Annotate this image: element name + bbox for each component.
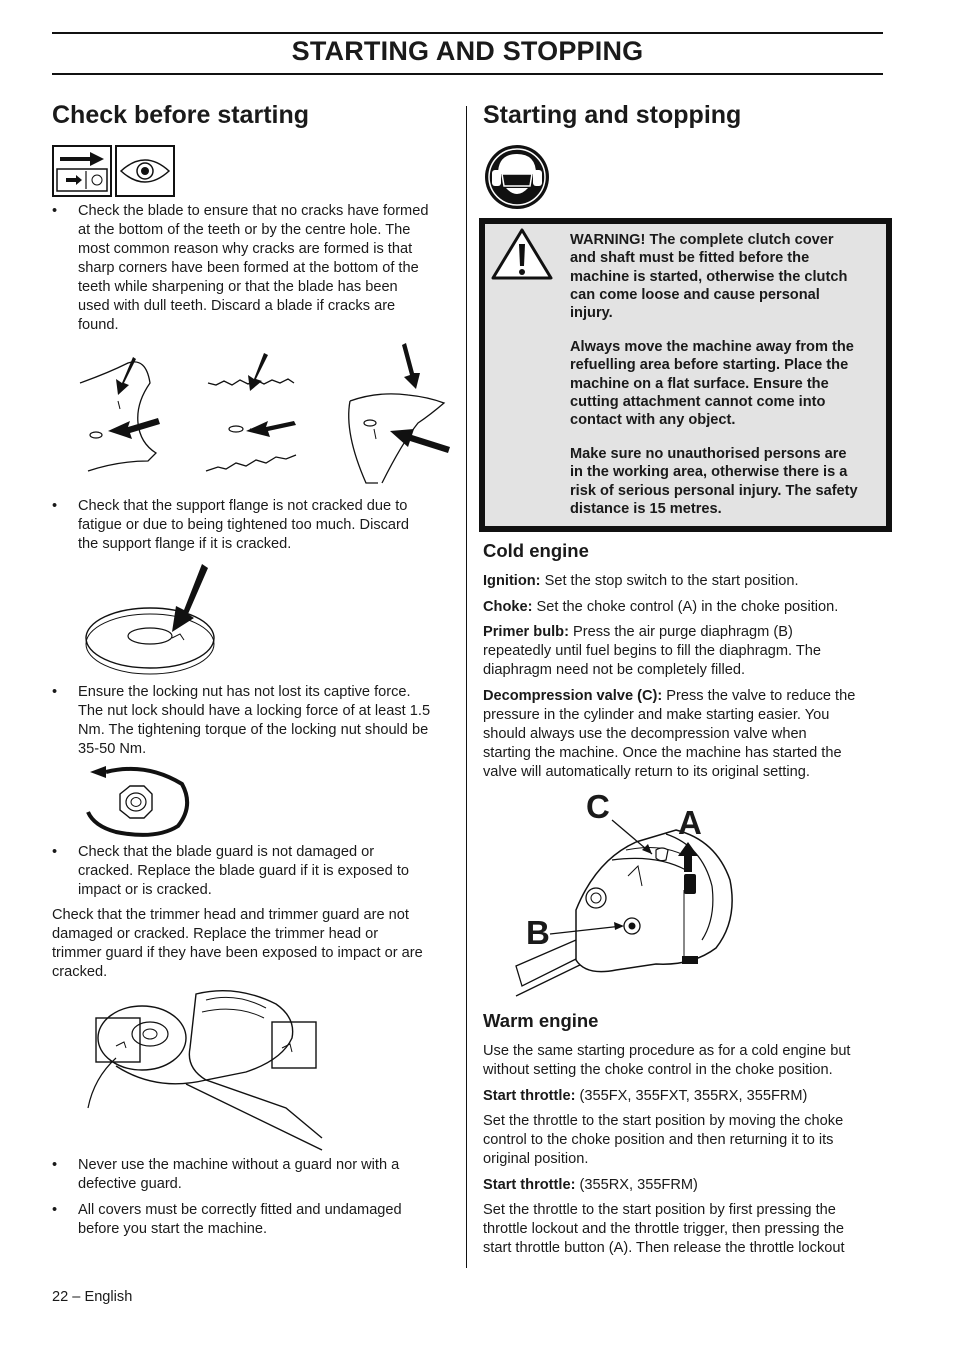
bullet-locking-nut xyxy=(52,683,452,761)
text-line: cracked. xyxy=(52,964,108,980)
protective-equipment-icon xyxy=(484,144,550,210)
text-line: diaphragm need not be completely filled. xyxy=(483,662,746,678)
bullet-covers-fitted xyxy=(52,1201,452,1241)
left-heading: Check before starting xyxy=(52,101,310,129)
warning-text-1 xyxy=(570,231,882,322)
text-line: in the working area, otherwise there is a xyxy=(570,464,848,481)
support-flange-illustration xyxy=(84,562,220,684)
text-line: Always move the machine away from the xyxy=(570,339,854,355)
start-throttle-label: Start throttle: xyxy=(483,1177,576,1193)
header-bottom-rule xyxy=(52,73,883,75)
text-line: throttle lockout and the throttle trigger, then pressing the xyxy=(483,1221,845,1237)
start-throttle-label: Start throttle: xyxy=(483,1088,576,1104)
text-line: pressure in the cylinder and make starting easier. You xyxy=(483,707,830,723)
start-throttle-1-text xyxy=(483,1112,893,1169)
text-line: Never use the machine without a guard nor with a xyxy=(78,1157,400,1173)
text-line: injury. xyxy=(570,305,613,322)
bullet-support-flange xyxy=(52,497,452,557)
engine-controls-illustration xyxy=(516,790,746,1004)
cold-engine-heading: Cold engine xyxy=(483,540,589,561)
text-line: repeatedly until fuel begins to fill the diaphragm. The xyxy=(483,643,822,659)
text-line: start throttle button (A). Then release the throttle lockout xyxy=(483,1240,845,1256)
text-line: Nm. The tightening torque of the locking nut should be xyxy=(78,722,429,738)
text-line: contact with any object. xyxy=(570,412,736,429)
text-line: trimmer guard if they have been exposed to impact or are xyxy=(52,945,423,961)
choke-label: Choke: xyxy=(483,599,533,615)
text-line: cutting attachment cannot come into xyxy=(570,393,826,410)
text-line: Press the valve to reduce the xyxy=(662,688,856,704)
decompression-paragraph xyxy=(483,687,893,782)
text-line: and shaft must be fitted before the xyxy=(570,250,810,267)
trimmer-head-illustration xyxy=(86,988,322,1150)
warning-text-2 xyxy=(570,338,882,429)
text-line: Check that the blade guard is not damaged or xyxy=(78,844,375,860)
ignition-text: Set the stop switch to the start position. xyxy=(540,573,799,589)
ignition-label: Ignition: xyxy=(483,573,541,589)
warm-intro-paragraph xyxy=(483,1042,893,1080)
text-line: before you start the machine. xyxy=(78,1221,268,1237)
column-divider xyxy=(466,106,467,1268)
trimmer-paragraph xyxy=(52,906,462,982)
bullet-dot: • xyxy=(52,1202,58,1218)
bullet-dot: • xyxy=(52,844,58,860)
warning-text-3 xyxy=(570,445,882,518)
bullet-dot: • xyxy=(52,684,58,700)
label-c: C xyxy=(586,788,610,825)
text-line: 35-50 Nm. xyxy=(78,741,147,757)
bullet-dot: • xyxy=(52,498,58,514)
text-line: machine on a flat surface. Ensure the xyxy=(570,375,829,392)
text-line: Check the blade to ensure that no cracks have formed xyxy=(78,203,429,219)
maintenance-arrow-icon xyxy=(52,145,112,197)
start-throttle-1-title xyxy=(483,1087,893,1106)
text-line: Press the air purge diaphragm (B) xyxy=(568,624,793,640)
text-line: Use the same starting procedure as for a cold engine but xyxy=(483,1043,851,1059)
text-line: used with dull teeth. Discard a blade if cracks are xyxy=(78,298,396,314)
start-throttle-2-title xyxy=(483,1176,893,1195)
locking-nut-illustration xyxy=(86,766,192,838)
text-line: WARNING! The complete clutch cover xyxy=(570,232,834,248)
text-line: risk of serious personal injury. The safety xyxy=(570,482,858,499)
text-line: refuelling area before starting. Place the xyxy=(570,357,849,374)
text-line: should always use the decompression valve when xyxy=(483,726,807,742)
label-b: B xyxy=(526,914,550,951)
choke-text: Set the choke control (A) in the choke position. xyxy=(532,599,839,615)
text-line: sharp corners have been formed at the bottom of the xyxy=(78,260,419,276)
text-line: impact or is cracked. xyxy=(78,882,212,898)
decomp-label: Decompression valve (C): xyxy=(483,688,663,704)
warm-engine-heading: Warm engine xyxy=(483,1010,599,1031)
bullet-blade-check xyxy=(52,202,452,338)
text-line: Check that the support flange is not cracked due to xyxy=(78,498,408,514)
start-throttle-2-text xyxy=(483,1201,893,1258)
text-line: Ensure the locking nut has not lost its captive force. xyxy=(78,684,411,700)
text-line: at the bottom of the teeth or by the centre hole. The xyxy=(78,222,411,238)
inspect-eye-icon xyxy=(115,145,175,197)
text-line: cracked. Replace the blade guard if it is exposed to xyxy=(78,863,409,879)
text-line: teeth while sharpening or that the blade has been xyxy=(78,279,398,295)
text-line: found. xyxy=(78,317,119,333)
text-line: starting the machine. Once the machine has started the xyxy=(483,745,842,761)
text-line: All covers must be correctly fitted and undamaged xyxy=(78,1202,402,1218)
bullet-blade-guard xyxy=(52,843,452,903)
text-line: original position. xyxy=(483,1151,589,1167)
page-footer: 22 – English xyxy=(52,1289,133,1305)
bullet-never-without-guard xyxy=(52,1156,452,1196)
start-throttle-models: (355RX, 355FRM) xyxy=(575,1177,698,1193)
choke-paragraph xyxy=(483,598,893,617)
text-line: the support flange if it is cracked. xyxy=(78,536,292,552)
text-line: machine is started, otherwise the clutch xyxy=(570,268,848,285)
page-title: STARTING AND STOPPING xyxy=(291,36,644,66)
header-top-rule xyxy=(52,32,883,34)
text-line: Set the throttle to the start position by first pressing the xyxy=(483,1202,836,1218)
text-line: defective guard. xyxy=(78,1176,182,1192)
start-throttle-models: (355FX, 355FXT, 355RX, 355FRM) xyxy=(575,1088,808,1104)
text-line: without setting the choke control in the choke position. xyxy=(483,1062,833,1078)
text-line: most common reason why cracks are formed is that xyxy=(78,241,413,257)
text-line: Check that the trimmer head and trimmer guard are not xyxy=(52,907,409,923)
text-line: valve will automatically return to its original setting. xyxy=(483,764,810,780)
text-line: damaged or cracked. Replace the trimmer head or xyxy=(52,926,379,942)
blade-crack-illustration xyxy=(78,343,450,483)
primer-label: Primer bulb: xyxy=(483,624,569,640)
label-a: A xyxy=(678,804,702,841)
text-line: distance is 15 metres. xyxy=(570,500,722,517)
bullet-dot: • xyxy=(52,1157,58,1173)
primer-paragraph xyxy=(483,623,893,680)
text-line: Set the throttle to the start position by moving the choke xyxy=(483,1113,844,1129)
ignition-paragraph xyxy=(483,572,893,591)
warning-box xyxy=(479,218,892,532)
text-line: Make sure no unauthorised persons are xyxy=(570,446,847,462)
warning-triangle-icon xyxy=(491,228,553,280)
bullet-dot: • xyxy=(52,203,58,219)
right-heading: Starting and stopping xyxy=(483,101,742,129)
text-line: control to the choke position and then returning it to its xyxy=(483,1132,834,1148)
text-line: fatigue or due to being tightened too much. Discard xyxy=(78,517,410,533)
text-line: The nut lock should have a locking force of at least 1.5 xyxy=(78,703,431,719)
text-line: can come loose and cause personal xyxy=(570,286,820,303)
